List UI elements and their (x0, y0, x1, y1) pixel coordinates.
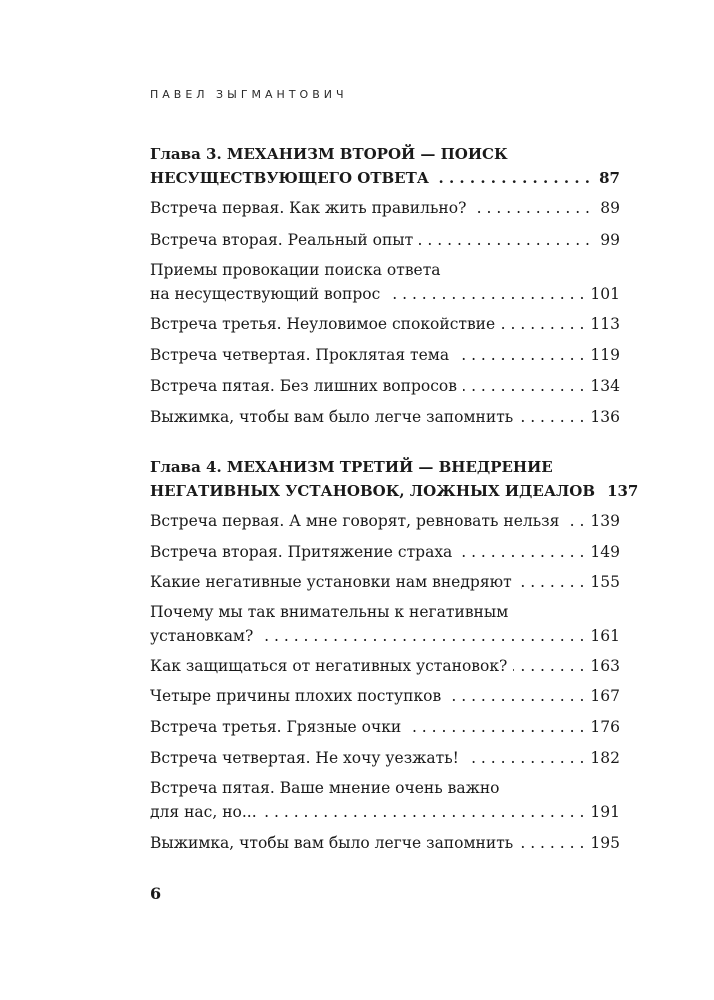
entry-title: Какие негативные установки нам внедряют (150, 573, 512, 591)
dot-leader (513, 654, 584, 678)
page-number: 6 (150, 884, 162, 903)
toc-entry[interactable] (150, 776, 620, 824)
dot-leader (407, 715, 584, 739)
entry-title: Встреча четвертая. Не хочу уезжать! (150, 749, 459, 767)
entry-title-line1: Приемы провокации поиска ответа (150, 261, 441, 279)
chapter-title-line2: НЕСУЩЕСТВУЮЩЕГО ОТВЕТА (150, 169, 429, 187)
page-ref: 155 (590, 573, 620, 591)
chapter-title-line2: НЕГАТИВНЫХ УСТАНОВОК, ЛОЖНЫХ ИДЕАЛОВ (150, 482, 596, 500)
page-ref: 139 (590, 512, 620, 530)
dot-leader (455, 343, 584, 367)
page-ref: 137 (607, 482, 639, 500)
entry-title: Встреча первая. Как жить правильно? (150, 199, 467, 217)
dot-leader (463, 374, 584, 398)
toc-entry[interactable] (150, 684, 620, 708)
running-header-author: ПАВЕЛ ЗЫГМАНТОВИЧ (150, 88, 348, 101)
page-ref: 113 (590, 315, 620, 333)
toc-entry[interactable] (150, 228, 620, 252)
toc-entry[interactable] (150, 509, 620, 533)
entry-title: Встреча четвертая. Проклятая тема (150, 346, 450, 364)
entry-title: Встреча вторая. Притяжение страха (150, 543, 453, 561)
entry-title: Выжимка, чтобы вам было легче запомнить (150, 408, 514, 426)
page-ref: 191 (590, 803, 620, 821)
page-ref: 167 (590, 687, 620, 705)
page-ref: 119 (590, 346, 620, 364)
toc-entry[interactable] (150, 343, 620, 367)
page-ref: 182 (590, 749, 620, 767)
toc-entry[interactable] (150, 258, 620, 306)
dot-leader (519, 831, 584, 855)
entry-title: Как защищаться от негативных установок? (150, 657, 508, 675)
dot-leader (565, 509, 584, 533)
toc-chapter-3[interactable] (150, 142, 620, 190)
dot-leader (518, 570, 585, 594)
page-ref: 136 (590, 408, 620, 426)
dot-leader (458, 540, 584, 564)
page-ref: 161 (590, 627, 620, 645)
entry-title-line2: для нас, но... (150, 803, 257, 821)
entry-title-line1: Встреча пятая. Ваше мнение очень важно (150, 779, 500, 797)
page-ref: 89 (600, 199, 620, 217)
toc-entry[interactable] (150, 540, 620, 564)
entry-title: Выжимка, чтобы вам было легче запомнить (150, 834, 514, 852)
entry-title-line2: установкам? (150, 627, 254, 645)
page-ref: 176 (590, 718, 620, 736)
page-ref: 195 (590, 834, 620, 852)
toc-entry[interactable] (150, 312, 620, 336)
entry-title-line1: Почему мы так внимательны к негативным (150, 603, 509, 621)
toc-entry[interactable] (150, 570, 620, 594)
toc-entry[interactable] (150, 746, 620, 770)
page-ref: 87 (599, 169, 620, 187)
entry-title-line2: на несуществующий вопрос (150, 285, 381, 303)
toc-entry[interactable] (150, 196, 620, 220)
dot-leader (435, 166, 590, 190)
dot-leader (419, 228, 590, 252)
toc-entry[interactable] (150, 374, 620, 398)
toc-entry[interactable] (150, 654, 620, 678)
entry-title: Встреча первая. А мне говорят, ревновать нельзя (150, 512, 560, 530)
entry-title: Встреча пятая. Без лишних вопросов (150, 377, 457, 395)
dot-leader (465, 746, 585, 770)
toc-entry[interactable] (150, 405, 620, 429)
entry-title: Встреча третья. Грязные очки (150, 718, 402, 736)
page-ref: 134 (590, 377, 620, 395)
page-ref: 163 (590, 657, 620, 675)
toc-entry[interactable] (150, 831, 620, 855)
page-ref: 99 (600, 231, 620, 249)
page-ref: 149 (590, 543, 620, 561)
dot-leader (472, 196, 590, 220)
toc-chapter-4[interactable] (150, 455, 639, 503)
entry-title: Встреча вторая. Реальный опыт (150, 231, 414, 249)
dot-leader (386, 282, 584, 306)
dot-leader (519, 405, 584, 429)
entry-title: Четыре причины плохих поступков (150, 687, 442, 705)
entry-title: Встреча третья. Неуловимое спокойствие (150, 315, 496, 333)
dot-leader (447, 684, 584, 708)
dot-leader (501, 312, 584, 336)
toc-entry[interactable] (150, 600, 620, 648)
chapter-title-line1: Глава 3. МЕХАНИЗМ ВТОРОЙ — ПОИСК (150, 145, 508, 163)
toc-entry[interactable] (150, 715, 620, 739)
dot-leader (263, 800, 585, 824)
dot-leader (259, 624, 584, 648)
chapter-title-line1: Глава 4. МЕХАНИЗМ ТРЕТИЙ — ВНЕДРЕНИЕ (150, 458, 553, 476)
page-ref: 101 (590, 285, 620, 303)
